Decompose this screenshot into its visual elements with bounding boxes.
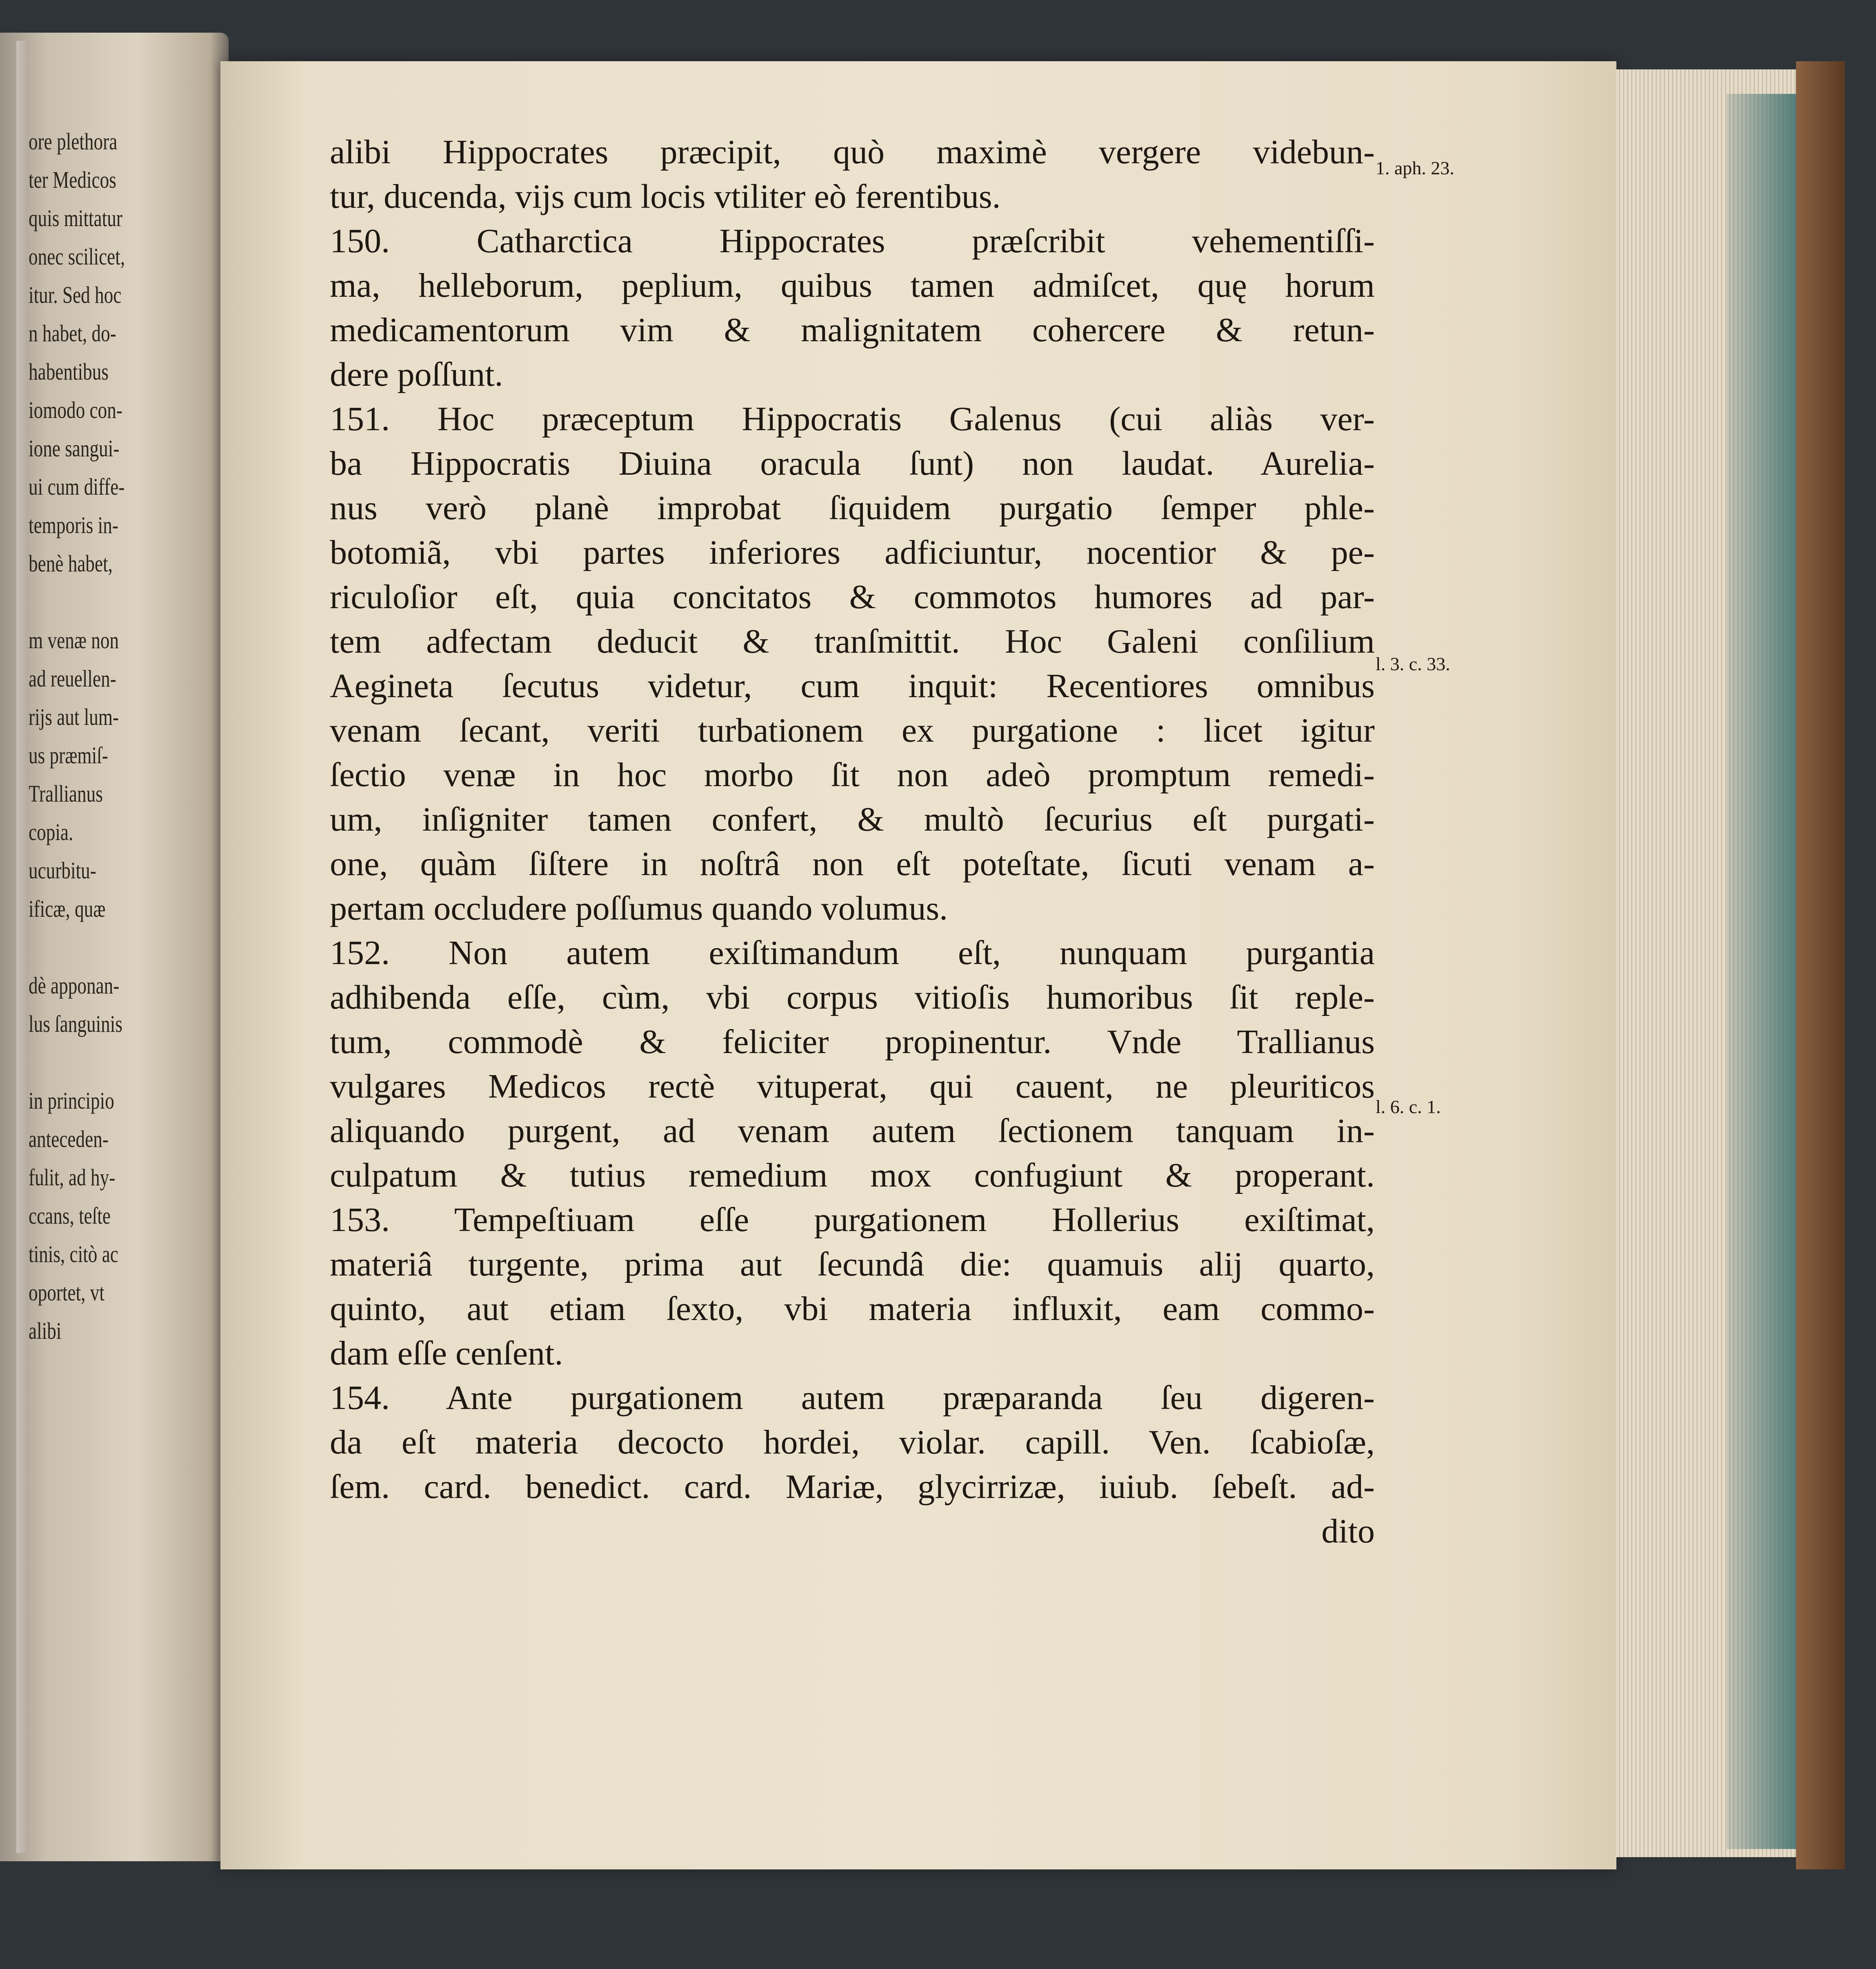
left-line: ter Medicos <box>29 167 116 193</box>
text-line: um, inſigniter tamen confert, & multò ſecurius eſt purgati- <box>330 800 1375 838</box>
left-line: temporis in- <box>29 512 118 538</box>
left-line: m venæ non <box>29 627 119 653</box>
left-line: benè habet, <box>29 550 113 577</box>
text-line: 153. Tempeſtiuam eſſe purgationem Hollerius exiſtimat, <box>330 1201 1375 1239</box>
text-line: 152. Non autem exiſtimandum eſt, nunquam purgantia <box>330 934 1375 972</box>
text-line: ſectio venæ in hoc morbo ſit non adeò promptum remedi- <box>330 756 1375 794</box>
left-page-text <box>29 122 165 1350</box>
left-line: ui cum diffe- <box>29 473 125 500</box>
text-line: riculoſior eſt, quia concitatos & commotos humores ad par- <box>330 578 1375 616</box>
text-line: 154. Ante purgationem autem præparanda ſeu digeren- <box>330 1379 1375 1417</box>
left-line: oportet, vt <box>29 1279 104 1306</box>
text-line: quinto, aut etiam ſexto, vbi materia influxit, eam commo- <box>330 1290 1375 1328</box>
text-line: 150. Catharctica Hippocrates præſcribit vehementiſſi- <box>330 222 1375 260</box>
text-line: culpatum & tutius remedium mox confugiunt & properant. <box>330 1156 1375 1194</box>
left-line: ione sangui- <box>29 435 120 462</box>
text-line: venam ſecant, veriti turbationem ex purgatione : licet igitur <box>330 711 1375 749</box>
left-line <box>29 928 165 967</box>
page-text <box>330 130 1375 1553</box>
text-line: medicamentorum vim & malignitatem cohercere & retun- <box>330 311 1375 349</box>
left-line: lus ſanguinis <box>29 1011 122 1037</box>
text-line: botomiã, vbi partes inferiores adficiuntur, nocentior & pe- <box>330 533 1375 571</box>
left-line: ore plethora <box>29 128 118 155</box>
left-line: habentibus <box>29 358 109 385</box>
text-line: alibi Hippocrates præcipit, quò maximè vergere videbun- <box>330 133 1375 171</box>
text-line: aliquando purgent, ad venam autem ſectionem tanquam in- <box>330 1112 1375 1150</box>
left-line <box>29 583 165 621</box>
text-line: tum, commodè & feliciter propinentur. Vnde Trallianus <box>330 1023 1375 1061</box>
left-line: Trallianus <box>29 780 103 807</box>
leather-cover <box>1796 61 1845 1869</box>
fore-edge-stain <box>1727 94 1796 1849</box>
text-line: pertam occludere poſſumus quando volumus. <box>330 889 948 927</box>
left-page <box>0 33 229 1861</box>
text-line: tur, ducenda, vijs cum locis vtiliter eò ferentibus. <box>330 178 1001 216</box>
left-line: alibi <box>29 1318 62 1344</box>
margin-note: l. 6. c. 1. <box>1376 1096 1441 1117</box>
left-line: ad reuellen- <box>29 665 116 692</box>
text-line: ſem. card. benedict. card. Mariæ, glycirrizæ, iuiub. ſebeſt. ad- <box>330 1468 1375 1506</box>
left-line: fulit, ad hy- <box>29 1164 116 1191</box>
left-line <box>29 1043 165 1082</box>
text-line: 151. Hoc præceptum Hippocratis Galenus (cui aliàs ver- <box>330 400 1375 438</box>
text-line: vulgares Medicos rectè vituperat, qui cauent, ne pleuriticos <box>330 1067 1375 1105</box>
text-line: materiâ turgente, prima aut ſecundâ die: quamuis alij quarto, <box>330 1245 1375 1283</box>
text-line: tem adfectam deducit & tranſmittit. Hoc Galeni conſilium <box>330 622 1375 660</box>
margin-note: l. 3. c. 33. <box>1376 653 1450 674</box>
margin-note: 1. aph. 23. <box>1376 158 1454 178</box>
left-line: onec scilicet, <box>29 243 125 270</box>
left-line: us præmiſ- <box>29 742 108 769</box>
left-line: anteceden- <box>29 1126 109 1152</box>
text-line: Aegineta ſecutus videtur, cum inquit: Recentiores omnibus <box>330 667 1375 705</box>
glass-plate-edge <box>16 41 26 1853</box>
catchword: dito <box>1321 1512 1375 1550</box>
text-line: dere poſſunt. <box>330 356 503 393</box>
left-line: ccans, teſte <box>29 1202 111 1229</box>
text-line: ma, helleborum, peplium, quibus tamen admiſcet, quę horum <box>330 267 1375 304</box>
left-line: ificæ, quæ <box>29 896 106 922</box>
text-line: adhibenda eſſe, cùm, vbi corpus vitioſis humoribus ſit reple- <box>330 978 1375 1016</box>
text-line: da eſt materia decocto hordei, violar. capill. Ven. ſcabioſæ, <box>330 1423 1375 1461</box>
left-line: ucurbitu- <box>29 857 96 884</box>
left-line: tinis, citò ac <box>29 1241 118 1267</box>
text-line: one, quàm ſiſtere in noſtrâ non eſt poteſtate, ſicuti venam a- <box>330 845 1375 883</box>
left-line: quis mittatur <box>29 205 122 231</box>
left-line: iomodo con- <box>29 397 122 423</box>
left-line: in principio <box>29 1087 114 1114</box>
left-line: n habet, do- <box>29 320 116 347</box>
left-line: rijs aut lum- <box>29 704 119 730</box>
left-line: itur. Sed hoc <box>29 282 122 308</box>
text-line: dam eſſe cenſent. <box>330 1334 563 1372</box>
left-line: copia. <box>29 819 73 845</box>
left-line: dè apponan- <box>29 972 120 999</box>
text-line: ba Hippocratis Diuina oracula ſunt) non laudat. Aurelia- <box>330 444 1375 482</box>
text-line: nus verò planè improbat ſiquidem purgatio ſemper phle- <box>330 489 1375 527</box>
